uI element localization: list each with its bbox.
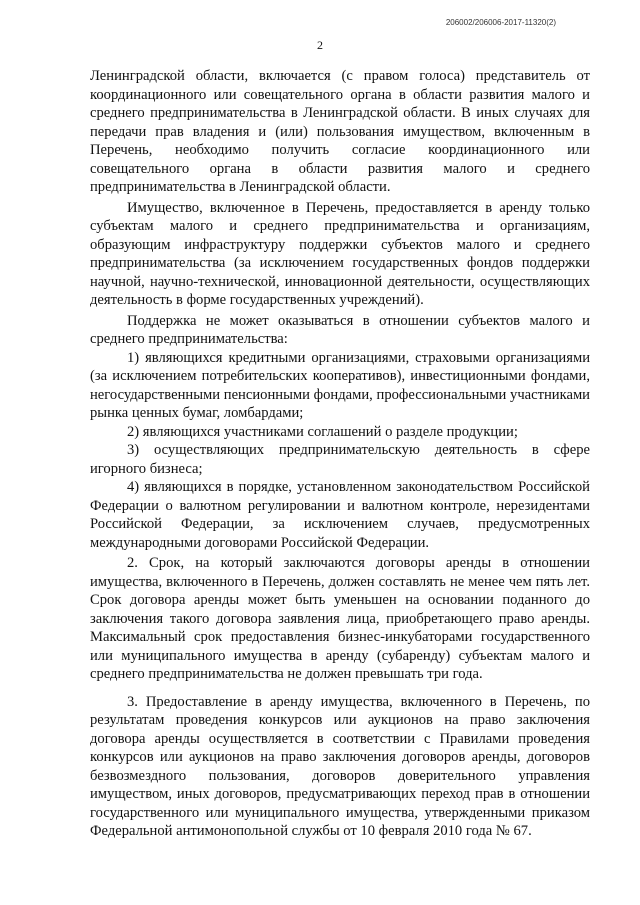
paragraph-property-lease: Имущество, включенное в Перечень, предоставляется в аренду только субъектам малого и среднего предпринимательства и организациям, образующим инфраструктуру поддержки субъектов малого и среднего предпринимательства (за исключением государственных фондов поддержки научной, научно-технической, инновационной деятельности, осуществляющих деятельность в форме государственных учреждений). [90,199,590,308]
paragraph-lease-procedure: 3. Предоставление в аренду имущества, включенного в Перечень, по результатам проведения конкурсов или аукционов на право заключения договора аренды осуществляется в соответствии с Правилами проведения конкурсов или аукционов на право заключения договоров аренды, договоров безвозмездного пользования, договоров доверительного управления имуществом, иных договоров, предусматривающих переход прав в отношении государственного или муниципального имущества, утвержденными приказом Федеральной антимонопольной службы от 10 февраля 2010 года № 67. [90,693,590,839]
document-body [90,67,590,841]
list-item: 2) являющихся участниками соглашений о разделе продукции; [127,423,518,440]
paragraph-support-restrictions: Поддержка не может оказываться в отношении субъектов малого и среднего предпринимательства: [90,312,590,347]
list-item: 4) являющихся в порядке, установленном законодательством Российской Федерации о валютном регулировании и валютном контроле, нерезидентами Российской Федерации, за исключением случаев, предусмотренных международными договорами Российской Федерации. [90,479,590,551]
paragraph-continuation: Ленинградской области, включается (с правом голоса) представитель от координационного или совещательного органа в области развития малого и среднего предпринимательства в Ленинградской области. В иных случаях для передачи прав владения и (или) пользования имуществом, включенным в Перечень, необходимо получить согласие координационного или совещательного органа в области развития малого и среднего предпринимательства в Ленинградской области. [90,68,590,195]
list-item: 3) осуществляющих предпринимательскую деятельность в сфере игорного бизнеса; [90,442,590,477]
list-item: 1) являющихся кредитными организациями, страховыми организациями (за исключением потребительских кооперативов), инвестиционными фондами, негосударственными пенсионными фондами, профессиональными участниками рынка ценных бумаг, ломбардами; [90,349,590,421]
document-number: 206002/206006-2017-11320(2) [445,18,556,27]
page-number: 2 [317,38,323,52]
paragraph-lease-term: 2. Срок, на который заключаются договоры аренды в отношении имущества, включенного в Перечень, должен составлять не менее чем пять лет. Срок договора аренды может быть уменьшен на основании поданного до заключения такого договора заявления лица, приобретающего право аренды. Максимальный срок предоставления бизнес-инкубаторами государственного или муниципального имущества в аренду (субаренду) субъектам малого и среднего предпринимательства не должен превышать три года. [90,555,590,682]
